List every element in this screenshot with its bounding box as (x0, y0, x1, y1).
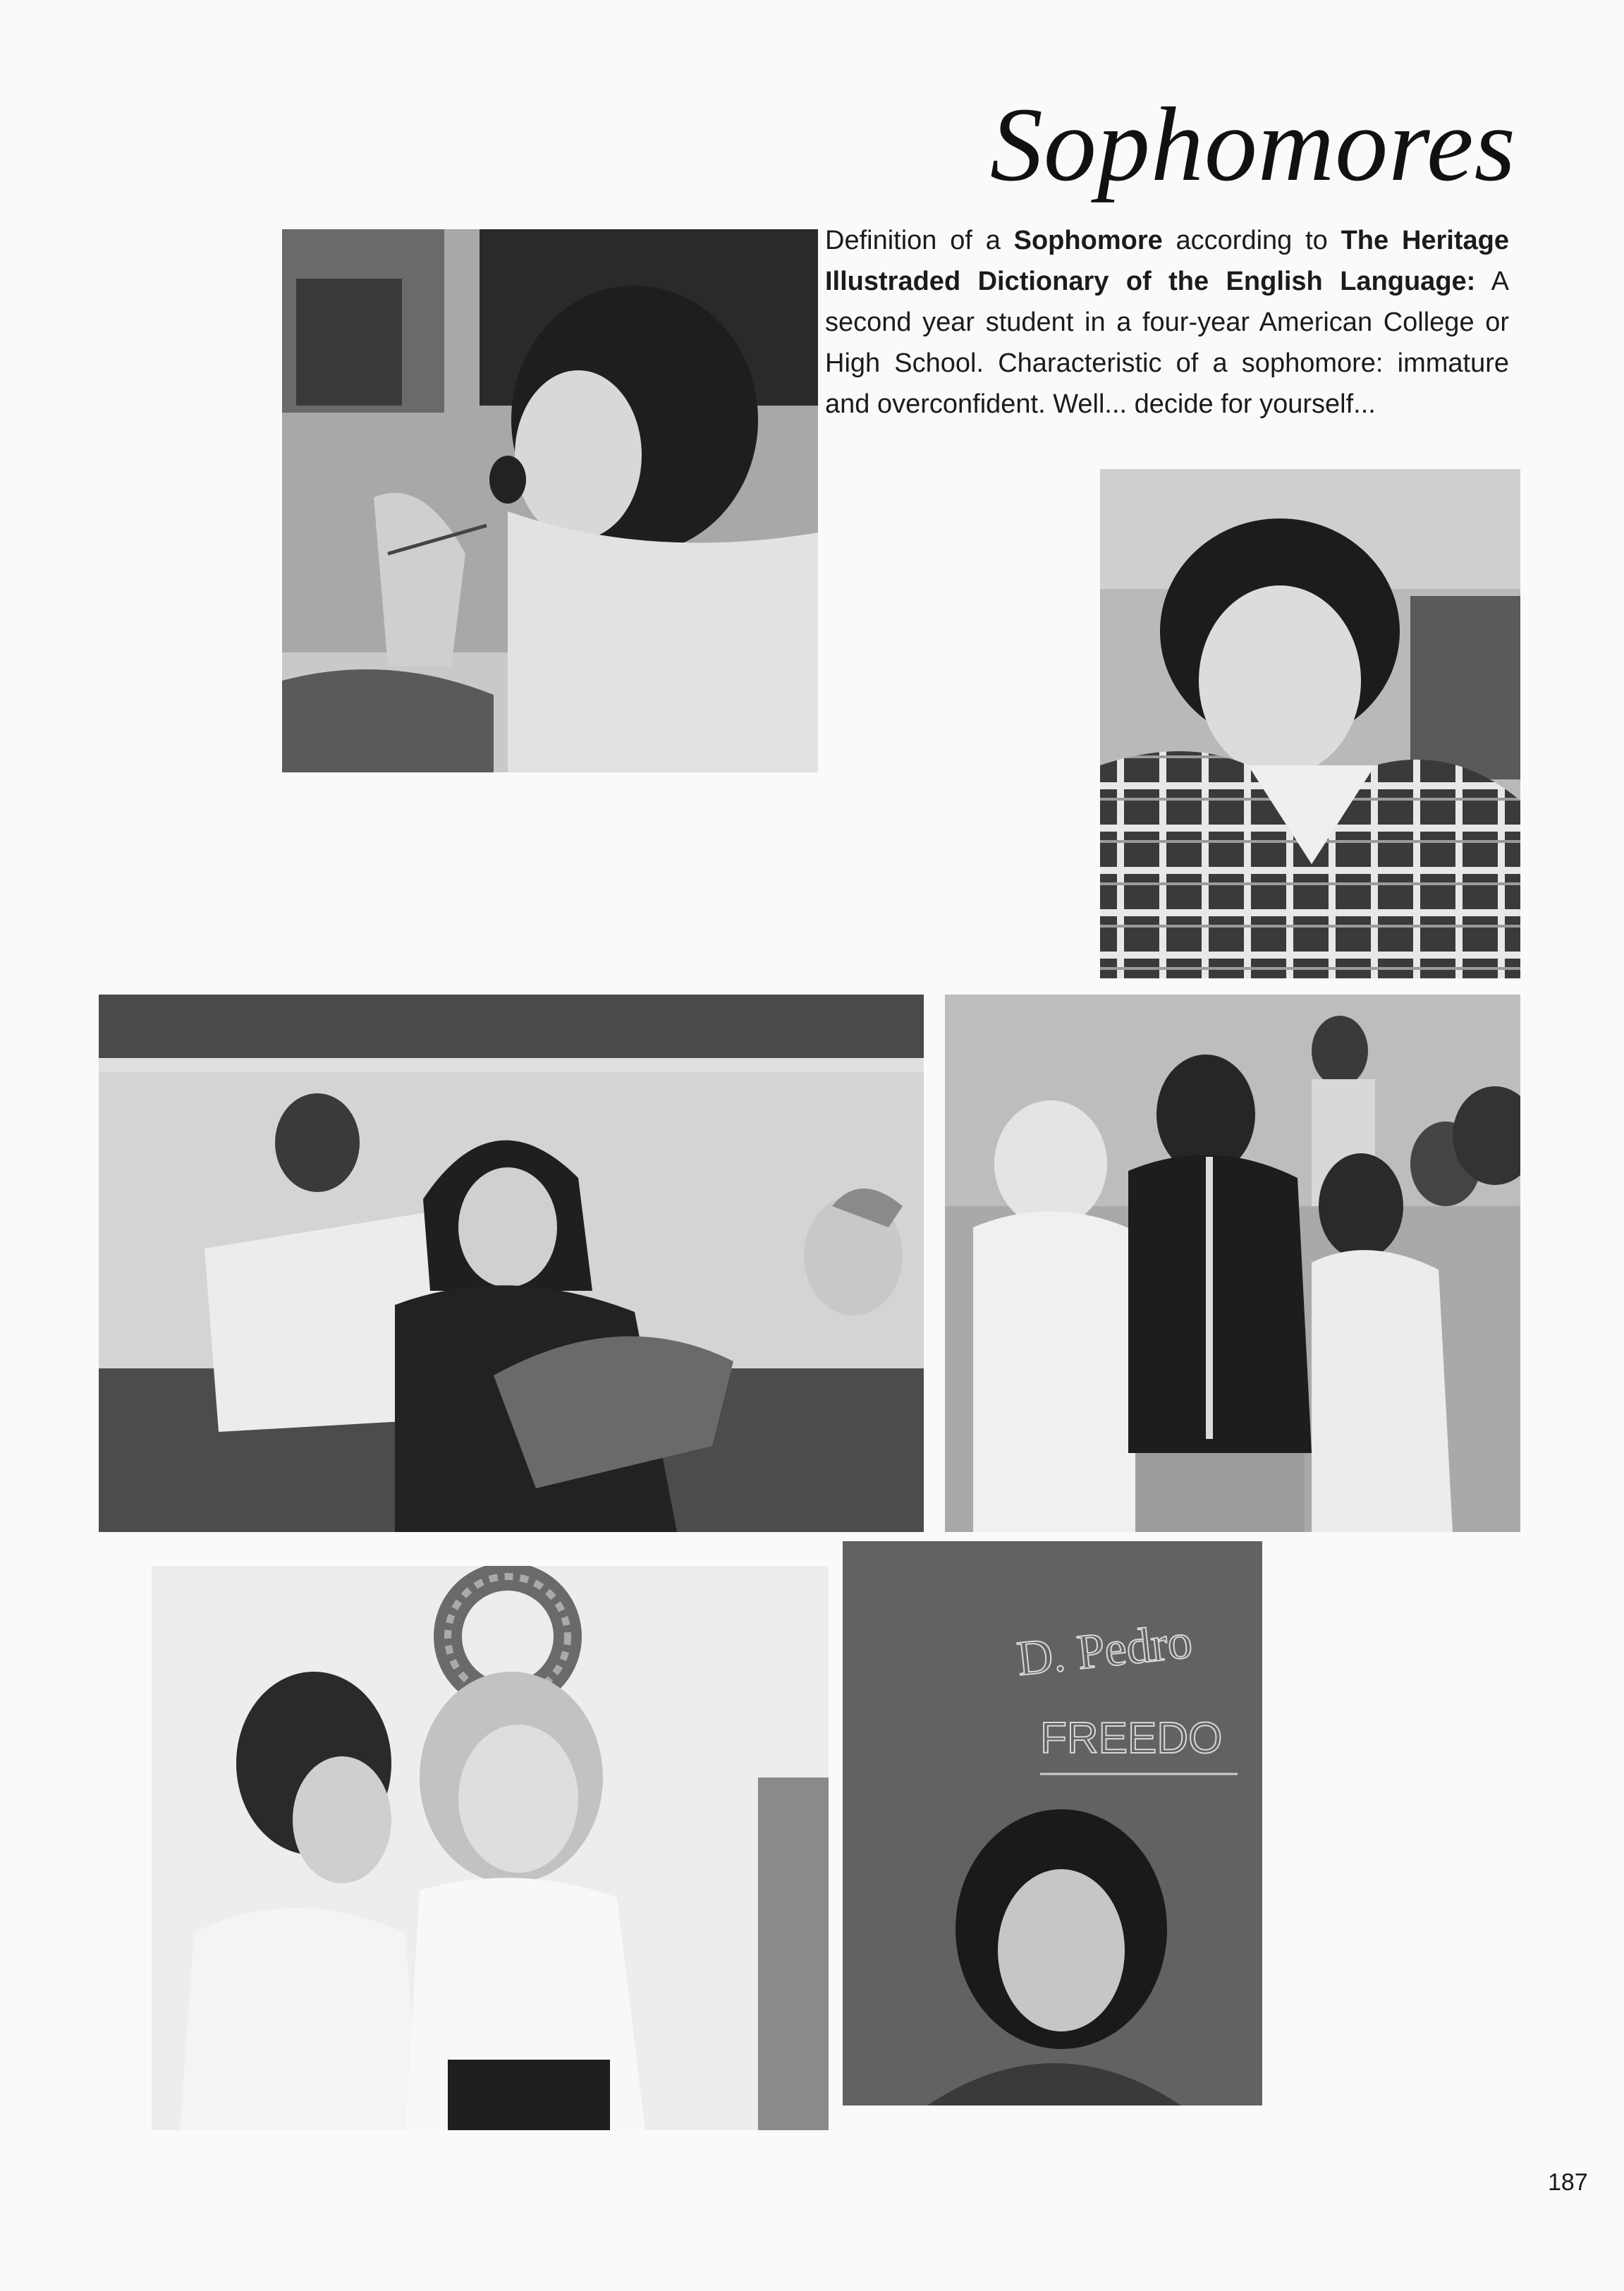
photo-plaid-jacket-boy (1100, 469, 1520, 978)
page-title: Sophomores (989, 86, 1516, 203)
chalkboard-line-1: D. Pedro (1014, 1614, 1195, 1687)
photo-chalkboard-student (843, 1541, 1262, 2105)
intro-paragraph (825, 220, 1509, 425)
intro-lead: Definition of a (825, 226, 1014, 255)
page-number: 187 (1548, 2169, 1588, 2196)
photo-girls-wreath (152, 1566, 829, 2130)
photo-group-outdoors (945, 995, 1520, 1532)
chalkboard-line-2: FREEDO (1040, 1714, 1223, 1763)
photo-laughing-student (282, 229, 818, 772)
intro-source: The Heritage Illustraded Dictionary of the English Language: (825, 226, 1509, 296)
intro-definition: A second year student in a four-year American College or High School. Characteristic of a sophomore: immature and overconfident. Well... decide for yourself... (825, 267, 1510, 419)
intro-term: Sophomore (1013, 226, 1163, 255)
photo-hooded-student-car (99, 995, 924, 1532)
intro-according: according to (1162, 226, 1341, 255)
